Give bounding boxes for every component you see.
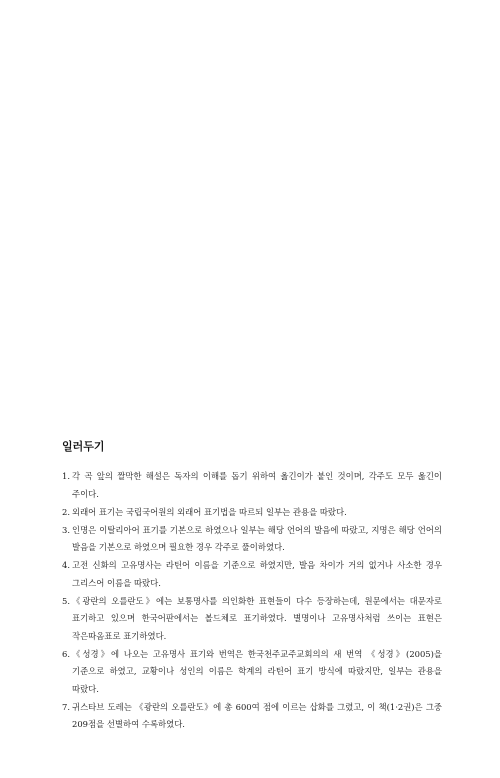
note-item <box>62 504 442 522</box>
note-number: 7. <box>62 701 70 712</box>
note-item <box>62 557 442 592</box>
note-text: 귀스타브 도레는 《광란의 오를란도》에 총 600여 점에 이르는 삽화를 그렸고, 이 책(1·2권)은 그중 209점을 선별하여 수록하였다. <box>72 701 442 729</box>
notes-title: 일러두기 <box>62 440 105 453</box>
note-item <box>62 646 442 699</box>
note-item <box>62 522 442 557</box>
note-text: 고전 신화의 고유명사는 라틴어 이름을 기준으로 하였지만, 발음 차이가 거의 없거나 사소한 경우 그리스어 이름을 따랐다. <box>72 560 442 588</box>
note-item <box>62 699 442 734</box>
note-item <box>62 468 442 503</box>
note-number: 2. <box>62 506 70 517</box>
note-number: 6. <box>62 648 70 659</box>
note-text: 《성경》에 나오는 고유명사 표기와 번역은 한국천주교주교회의의 새 번역 《성경》(2005)을 기준으로 하였고, 교황이나 성인의 이름은 학계의 라틴어 표기 방식에 따랐지만, 일부는 관용을 따랐다. <box>72 648 442 694</box>
editorial-notes <box>62 438 442 734</box>
note-item <box>62 593 442 646</box>
note-number: 4. <box>62 560 70 570</box>
note-number: 5. <box>62 595 70 606</box>
note-text: 외래어 표기는 국립국어원의 외래어 표기법을 따르되 일부는 관용을 따랐다. <box>72 506 347 517</box>
note-text: 각 곡 앞의 짤막한 해설은 독자의 이해를 돕기 위하여 옮긴이가 붙인 것이며, 각주도 모두 옮긴이 주이다. <box>72 471 442 499</box>
note-text: 《광란의 오를란도》에는 보통명사를 의인화한 표현들이 다수 등장하는데, 원문에서는 대문자로 표기하고 있으며 한국어판에서는 볼드체로 표기하였다. 별명이나 고유명사처럼 쓰이는 표현은 작은따옴표로 표기하였다. <box>72 595 442 641</box>
note-number: 3. <box>62 524 70 535</box>
note-number: 1. <box>62 471 70 481</box>
note-text: 인명은 이탈리아어 표기를 기본으로 하였으나 일부는 해당 언어의 발음에 따랐고, 지명은 해당 언어의 발음을 기본으로 하였으며 필요한 경우 각주로 풀이하였다. <box>72 524 442 552</box>
notes-list <box>62 468 442 734</box>
